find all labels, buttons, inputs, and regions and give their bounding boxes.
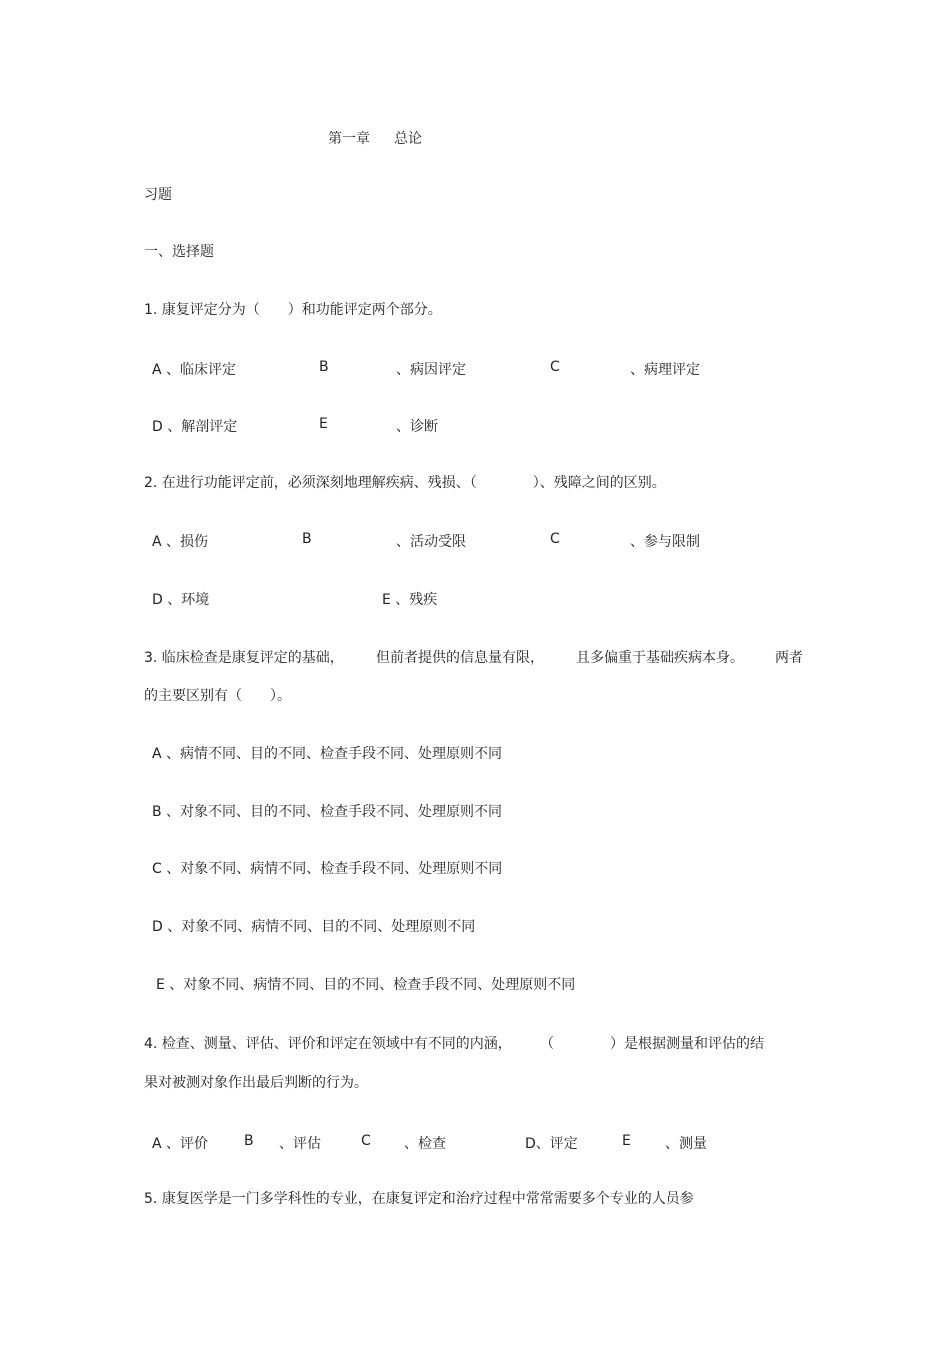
question-3-stem-part3: 且多偏重于基础疾病本身。	[576, 650, 744, 666]
question-3-stem-part1: 3. 临床检查是康复评定的基础，	[144, 650, 344, 666]
q4-option-e-text: 、测量	[665, 1136, 707, 1152]
question-5-stem: 5. 康复医学是一门多学科性的专业，在康复评定和治疗过程中常常需要多个专业的人员参	[144, 1191, 694, 1207]
q4-option-c-text: 、检查	[404, 1136, 446, 1152]
q1-option-b-letter: B	[319, 359, 329, 375]
question-1-stem: 1. 康复评定分为（ ）和功能评定两个部分。	[144, 302, 442, 318]
q4-option-c-letter: C	[361, 1133, 371, 1149]
question-2-stem: 2. 在进行功能评定前，必须深刻地理解疾病、残损、（ ）、残障之间的区别。	[144, 475, 666, 491]
question-4-stem-part1: 4. 检查、测量、评估、评价和评定在领域中有不同的内涵，	[144, 1036, 512, 1052]
q4-option-b-text: 、评估	[279, 1136, 321, 1152]
question-3-stem-part4: 两者	[775, 650, 803, 666]
q4-option-a: A 、评价	[152, 1136, 209, 1152]
q2-option-a: A 、损伤	[152, 534, 209, 550]
q2-option-d: D 、环境	[152, 592, 210, 608]
q4-option-d: D、评定	[525, 1136, 578, 1152]
q4-option-e-letter: E	[622, 1133, 631, 1149]
chapter-number: 第一章	[328, 131, 370, 147]
q4-option-b-letter: B	[244, 1133, 254, 1149]
q1-option-b-text: 、病因评定	[396, 362, 466, 378]
q3-option-e: E 、对象不同、病情不同、目的不同、检查手段不同、处理原则不同	[156, 977, 576, 993]
subsection-heading: 一、选择题	[144, 244, 214, 260]
q2-option-b-letter: B	[302, 531, 312, 547]
q2-option-b-text: 、活动受限	[396, 534, 466, 550]
q3-option-a: A 、病情不同、目的不同、检查手段不同、处理原则不同	[152, 746, 503, 762]
q1-option-d: D 、解剖评定	[152, 419, 238, 435]
q2-option-e: E 、残疾	[382, 592, 438, 608]
q1-option-a: A 、临床评定	[152, 362, 237, 378]
section-heading: 习题	[144, 187, 172, 203]
q3-option-d: D 、对象不同、病情不同、目的不同、处理原则不同	[152, 919, 476, 935]
chapter-title: 总论	[394, 131, 422, 147]
q3-option-b: B 、对象不同、目的不同、检查手段不同、处理原则不同	[152, 804, 503, 820]
q2-option-c-letter: C	[550, 531, 560, 547]
q1-option-e-letter: E	[319, 416, 328, 432]
q1-option-c-letter: C	[550, 359, 560, 375]
q1-option-e-text: 、诊断	[396, 419, 438, 435]
question-4-stem-line2: 果对被测对象作出最后判断的行为。	[144, 1075, 368, 1091]
q2-option-c-text: 、参与限制	[630, 534, 700, 550]
question-4-stem-part2: （ ）是根据测量和评估的结	[540, 1036, 764, 1052]
q3-option-c: C 、对象不同、病情不同、检查手段不同、处理原则不同	[152, 861, 503, 877]
question-3-stem-part2: 但前者提供的信息量有限，	[376, 650, 544, 666]
question-3-stem-line2: 的主要区别有（ ）。	[144, 688, 291, 704]
q1-option-c-text: 、病理评定	[630, 362, 700, 378]
